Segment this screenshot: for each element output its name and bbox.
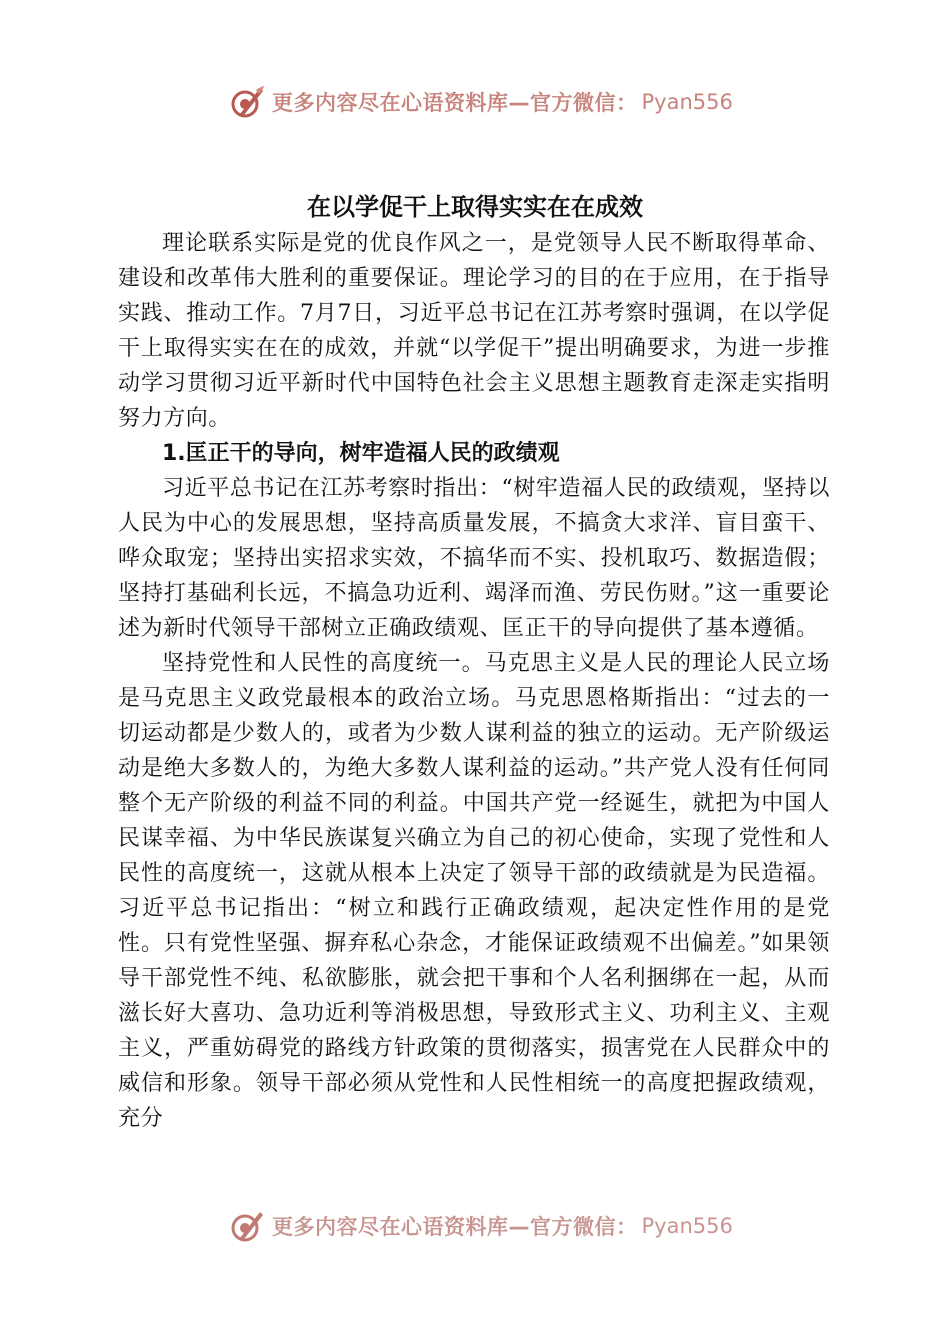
watermark-wechat-id: Pyan556	[641, 1214, 733, 1238]
intro-paragraph: 理论联系实际是党的优良作风之一，是党领导人民不断取得革命、建设和改革伟大胜利的重要保证。理论学习的目的在于应用，在于指导实践、推动工作。7月7日，习近平总书记在江苏考察时强调，在以学促干上取得实实在在的成效，并就“以学促干”提出明确要求，为进一步推动学习贯彻习近平新时代中国特色社会主义思想主题教育走深走实指明努力方向。	[118, 231, 830, 431]
watermark-text: 更多内容尽在心语资料库—官方微信：	[272, 91, 638, 115]
section-1-paragraph-2: 坚持党性和人民性的高度统一。马克思主义是人民的理论人民立场是马克思主义政党最根本的政治立场。马克思恩格斯指出：“过去的一切运动都是少数人的，或者为少数人谋利益的独立的运动。无产阶级运动是绝大多数人的，为绝大多数人谋利益的运动。”共产党人没有任何同整个无产阶级的利益不同的利益。中国共产党一经诞生，就把为中国人民谋幸福、为中华民族谋复兴确立为自己的初心使命，实现了党性和人民性的高度统一，这就从根本上决定了领导干部的政绩就是为民造福。习近平总书记指出：“树立和践行正确政绩观，起决定性作用的是党性。只有党性坚强、摒弃私心杂念，才能保证政绩观不出偏差。”如果领导干部党性不纯、私欲膨胀，就会把干事和个人名利捆绑在一起，从而滋长好大喜功、急功近利等消极思想，导致形式主义、功利主义、主观主义，严重妨碍党的路线方针政策的贯彻落实，损害党在人民群众中的威信和形象。领导干部必须从党性和人民性相统一的高度把握政绩观，充分	[118, 651, 830, 1131]
quill-logo-icon	[230, 84, 266, 120]
section-1-heading: 1.匡正干的导向，树牢造福人民的政绩观	[162, 441, 560, 466]
section-1-paragraph-1: 习近平总书记在江苏考察时指出：“树牢造福人民的政绩观，坚持以人民为中心的发展思想，坚持高质量发展，不搞贪大求洋、盲目蛮干、哗众取宠；坚持出实招求实效，不搞华而不实、投机取巧、数据造假；坚持打基础利长远，不搞急功近利、竭泽而渔、劳民伤财。”这一重要论述为新时代领导干部树立正确政绩观、匡正干的导向提供了基本遵循。	[118, 476, 830, 641]
quill-logo-icon	[230, 1208, 266, 1244]
watermark-wechat-id: Pyan556	[641, 90, 733, 114]
footer-watermark	[230, 1206, 733, 1246]
watermark-text: 更多内容尽在心语资料库—官方微信：	[272, 1215, 638, 1239]
header-watermark	[230, 82, 733, 122]
article-body	[118, 226, 830, 1136]
page-title: 在以学促干上取得实实在在成效	[307, 193, 643, 221]
